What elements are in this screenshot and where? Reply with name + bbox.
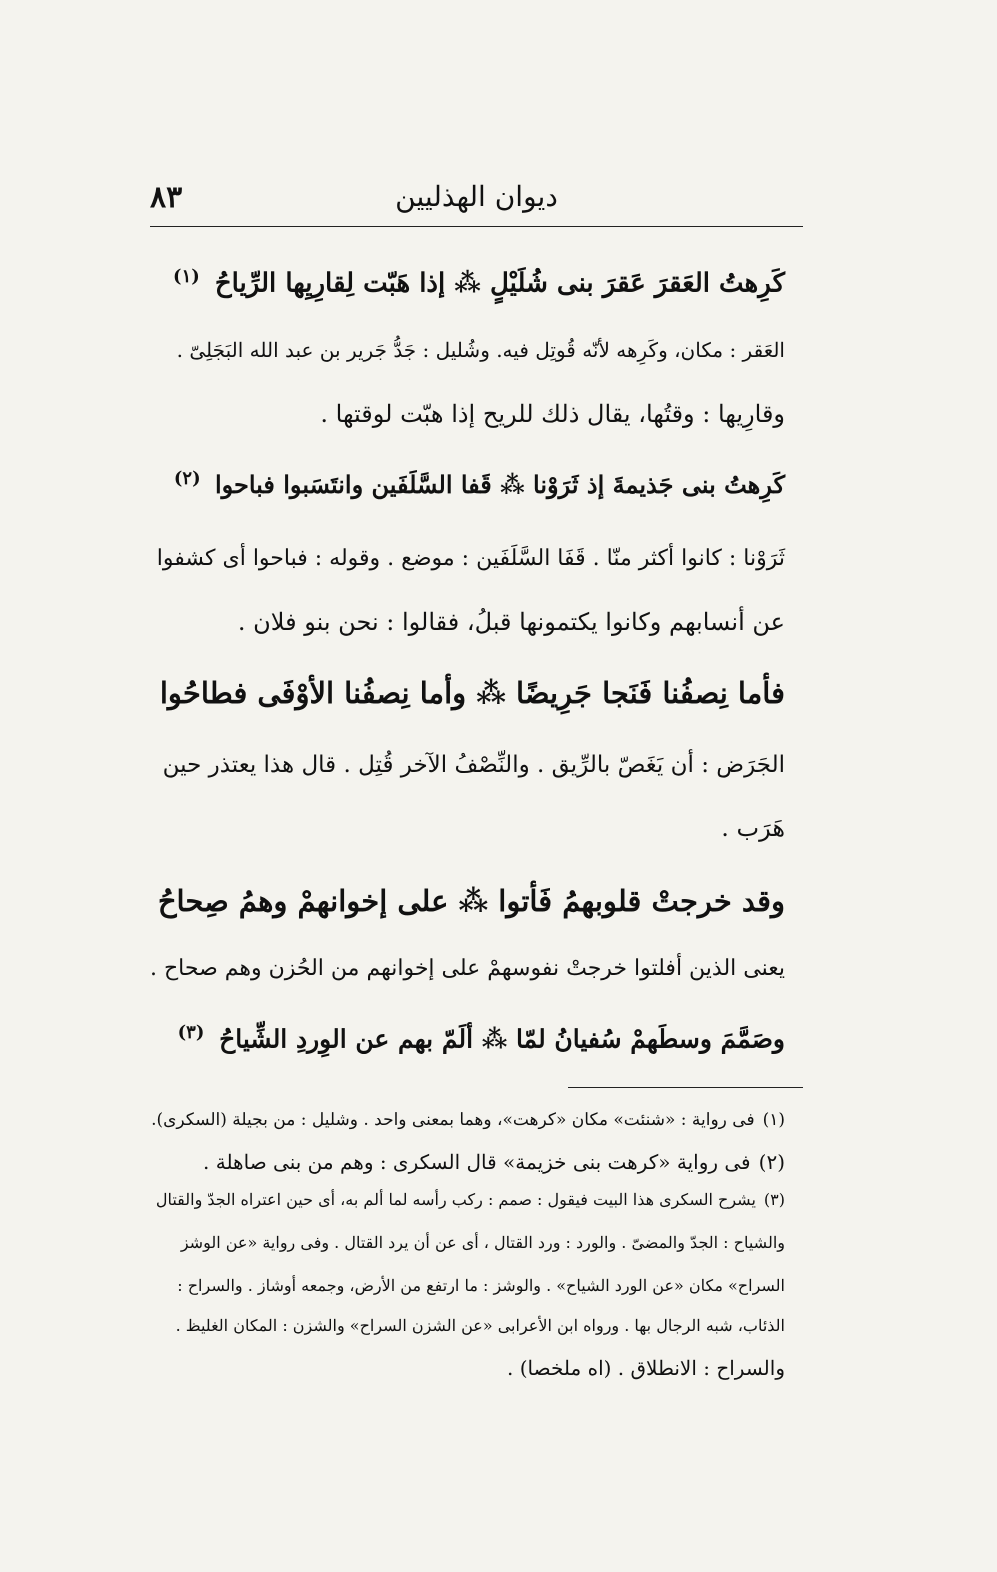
footnote-marker: (٣) [177,1022,205,1043]
footnote-marker: (١) [173,266,200,287]
footnote-text: يشرح السكرى هذا البيت فيقول : صمم : ركب رأسه لما ألم به، أى حين اعتراه الجدّ والقتال [155,1190,756,1209]
page-header [150,172,803,224]
footnote-text: والشياح : الجدّ والمضىّ . والورد : ورد القتال ، أى عن أن يرد القتال . وفى رواية «عن الوشز [180,1233,785,1252]
footnote-number: (٢) [758,1150,785,1174]
footnote-text: فى رواية : «شنئت» مكان «كرهت»، وهما بمعنى واحد . وشليل : من بجيلة (السكرى). [151,1110,755,1130]
footnote-text: الذئاب، شبه الرجال بها . ورواه ابن الأعرابى «عن الشزن السراح» والشزن : المكان الغليظ . [175,1316,785,1335]
footnote-text: فى رواية «كرهت بنى خزيمة» قال السكرى : وهم من بنى صاهلة . [203,1150,751,1174]
running-title: ديوان الهذليين [395,180,558,213]
footnote-marker: (٢) [173,468,201,489]
verse-5 [150,1022,785,1053]
commentary-line: ثَرَوْنا : كانوا أكثر منّا . قَفَا السَّلَفَين : موضع . وقوله : فباحوا أى كشفوا [156,546,785,571]
verse-text: وقد خرجتْ قلوبهمُ فَأتوا ⁂ على إخوانهمْ وهمُ صِحاحُ [157,884,785,918]
footnote-1 [150,1110,785,1130]
footnote-number: (٣) [763,1190,785,1209]
footnote-rule [568,1087,803,1088]
page-number: ٨٣ [150,180,183,215]
commentary-line: هَرَب . [721,814,785,842]
footnote-line [150,1316,785,1335]
commentary-line: يعنى الذين أفلتوا خرجتْ نفوسهمْ على إخوانهم من الحُزن وهم صحاح . [149,956,785,981]
verse-1 [150,266,785,299]
verse-2 [150,468,785,499]
footnote-2 [150,1150,785,1174]
footnote-3 [150,1190,785,1209]
footnote-text: والسراح : الانطلاق . (اه ملخصا) . [507,1356,785,1380]
footnote-line [150,1276,785,1295]
verse-4 [150,884,785,918]
footnote-line [150,1356,785,1380]
verse-text: كَرِهتُ العَقرَ عَقرَ بنى شُلَيْلٍ ⁂ إذا هَبّت لِقارِيِها الرِّياحُ [214,268,785,299]
verse-text: كَرِهتُ بنى جَذيمةَ إذ ثَرَوْنا ⁂ قَفا السَّلَفَين وانتَسَبوا فباحوا [214,470,785,499]
verse-text: فأما نِصفُنا فَنَجا جَرِيضًا ⁂ وأما نِصفُنا الأوْفَى فطاحُوا [159,676,785,710]
footnote-number: (١) [762,1110,785,1130]
commentary-line: العَقر : مكان، وكَرِهه لأنّه قُوتِل فيه. وشُليل : جَدُّ جَرير بن عبد الله البَجَلِىّ . [176,338,785,362]
header-rule [150,226,803,227]
footnote-line [150,1233,785,1252]
verse-3 [150,676,785,710]
commentary-line: عن أنسابهم وكانوا يكتمونها قبلُ، فقالوا : نحن بنو فلان . [237,608,785,636]
verse-text: وصَمَّمَ وسطَهمْ سُفيانُ لمّا ⁂ ألَمّ بهم عن الوِردِ الشِّياحُ [219,1024,785,1054]
commentary-line: الجَرَض : أن يَغَصّ بالرِّيق . والنِّصْفُ الآخر قُتِل . قال هذا يعتذر حين [162,752,785,778]
footnote-text: السراح» مكان «عن الورد الشياح» . والوشز : ما ارتفع من الأرض، وجمعه أوشاز . والسراح : [177,1276,785,1295]
commentary-line: وقارِيها : وقتُها، يقال ذلك للريح إذا هبّت لوقتها . [320,400,785,428]
